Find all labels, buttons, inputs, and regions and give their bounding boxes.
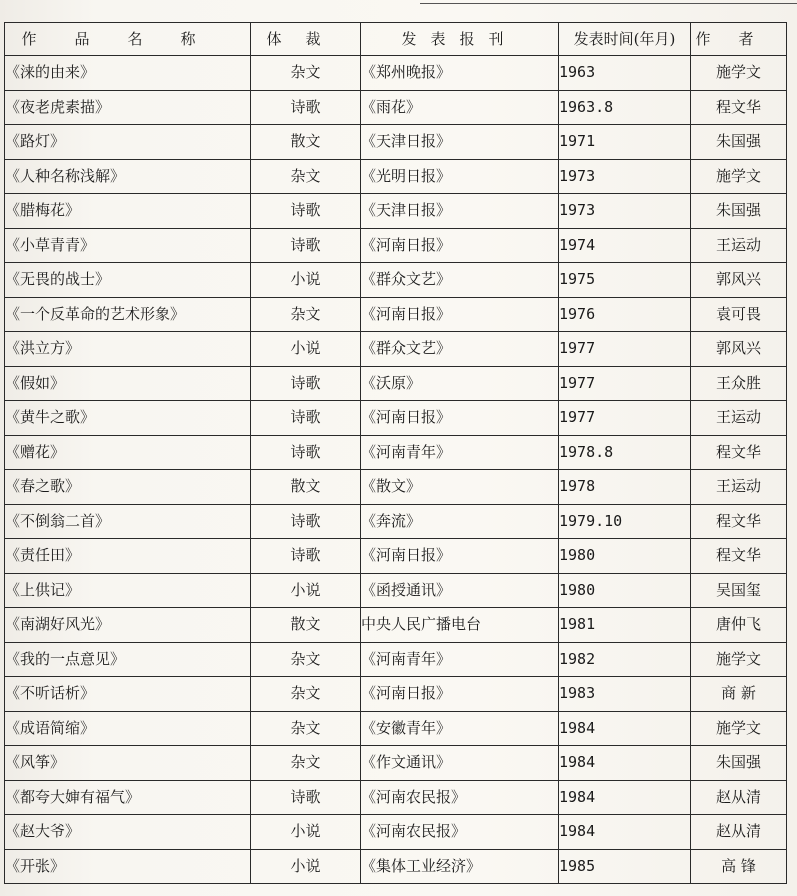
cell-title: 《夜老虎素描》 [5, 90, 251, 125]
cell-time: 1975 [559, 263, 691, 298]
cell-publication: 《河南农民报》 [361, 780, 559, 815]
cell-title: 《腊梅花》 [5, 194, 251, 229]
table-row [5, 401, 787, 436]
cell-publication: 《天津日报》 [361, 194, 559, 229]
table-row [5, 780, 787, 815]
cell-publication: 《河南日报》 [361, 297, 559, 332]
cell-author: 高 锋 [691, 849, 787, 884]
cell-publication: 《群众文艺》 [361, 332, 559, 367]
cell-author: 王运动 [691, 401, 787, 436]
cell-title: 《涞的由来》 [5, 56, 251, 91]
cell-author: 吴国玺 [691, 573, 787, 608]
cell-title: 《责任田》 [5, 539, 251, 574]
cell-time: 1973 [559, 194, 691, 229]
table-row [5, 815, 787, 850]
cell-publication: 《河南青年》 [361, 435, 559, 470]
table-row [5, 504, 787, 539]
cell-publication: 《集体工业经济》 [361, 849, 559, 884]
cell-title: 《赠花》 [5, 435, 251, 470]
cell-publication: 《散文》 [361, 470, 559, 505]
cell-publication: 《光明日报》 [361, 159, 559, 194]
cell-time: 1974 [559, 228, 691, 263]
table-row [5, 90, 787, 125]
header-author: 作者 [691, 23, 787, 56]
cell-publication: 《天津日报》 [361, 125, 559, 160]
cell-genre: 杂文 [251, 159, 361, 194]
cell-author: 朱国强 [691, 194, 787, 229]
cell-title: 《我的一点意见》 [5, 642, 251, 677]
cell-time: 1981 [559, 608, 691, 643]
table-row [5, 435, 787, 470]
cell-author: 朱国强 [691, 125, 787, 160]
cell-title: 《假如》 [5, 366, 251, 401]
works-table [4, 22, 787, 884]
cell-author: 唐仲飞 [691, 608, 787, 643]
cell-publication: 《群众文艺》 [361, 263, 559, 298]
cell-genre: 诗歌 [251, 401, 361, 436]
cell-publication: 《奔流》 [361, 504, 559, 539]
cell-publication: 《作文通讯》 [361, 746, 559, 781]
cell-time: 1982 [559, 642, 691, 677]
cell-author: 王众胜 [691, 366, 787, 401]
cell-publication: 《河南日报》 [361, 677, 559, 712]
table-row [5, 711, 787, 746]
cell-title: 《赵大爷》 [5, 815, 251, 850]
cell-genre: 诗歌 [251, 194, 361, 229]
cell-author: 袁可畏 [691, 297, 787, 332]
header-genre: 体裁 [251, 23, 361, 56]
cell-title: 《路灯》 [5, 125, 251, 160]
cell-title: 《人种名称浅解》 [5, 159, 251, 194]
table-row [5, 608, 787, 643]
table-row [5, 263, 787, 298]
cell-genre: 小说 [251, 849, 361, 884]
cell-genre: 杂文 [251, 677, 361, 712]
cell-genre: 诗歌 [251, 366, 361, 401]
cell-time: 1979.10 [559, 504, 691, 539]
cell-publication: 《郑州晚报》 [361, 56, 559, 91]
cell-author: 施学文 [691, 159, 787, 194]
cell-title: 《洪立方》 [5, 332, 251, 367]
cell-time: 1985 [559, 849, 691, 884]
cell-author: 郭风兴 [691, 332, 787, 367]
table-row [5, 573, 787, 608]
cell-time: 1971 [559, 125, 691, 160]
cell-publication: 《河南日报》 [361, 228, 559, 263]
cell-time: 1980 [559, 539, 691, 574]
table-row [5, 56, 787, 91]
cell-author: 程文华 [691, 90, 787, 125]
cell-author: 施学文 [691, 56, 787, 91]
cell-time: 1977 [559, 366, 691, 401]
top-rule [420, 3, 797, 4]
cell-title: 《小草青青》 [5, 228, 251, 263]
table-header [5, 23, 787, 56]
cell-genre: 杂文 [251, 746, 361, 781]
cell-author: 施学文 [691, 642, 787, 677]
cell-genre: 小说 [251, 332, 361, 367]
cell-genre: 诗歌 [251, 539, 361, 574]
table-row [5, 194, 787, 229]
cell-title: 《风筝》 [5, 746, 251, 781]
cell-author: 赵从清 [691, 815, 787, 850]
header-publication: 发表报刊 [361, 23, 559, 56]
cell-genre: 诗歌 [251, 780, 361, 815]
cell-time: 1963.8 [559, 90, 691, 125]
cell-author: 商 新 [691, 677, 787, 712]
cell-time: 1963 [559, 56, 691, 91]
cell-title: 《黄牛之歌》 [5, 401, 251, 436]
cell-time: 1984 [559, 815, 691, 850]
cell-time: 1978.8 [559, 435, 691, 470]
cell-title: 《无畏的战士》 [5, 263, 251, 298]
cell-genre: 诗歌 [251, 435, 361, 470]
cell-genre: 小说 [251, 573, 361, 608]
cell-title: 《不听话析》 [5, 677, 251, 712]
cell-title: 《不倒翁二首》 [5, 504, 251, 539]
cell-time: 1973 [559, 159, 691, 194]
cell-genre: 散文 [251, 608, 361, 643]
cell-title: 《成语简缩》 [5, 711, 251, 746]
table-row [5, 539, 787, 574]
cell-genre: 诗歌 [251, 228, 361, 263]
cell-author: 朱国强 [691, 746, 787, 781]
cell-author: 施学文 [691, 711, 787, 746]
cell-time: 1978 [559, 470, 691, 505]
cell-title: 《春之歌》 [5, 470, 251, 505]
cell-genre: 杂文 [251, 711, 361, 746]
cell-publication: 《沃原》 [361, 366, 559, 401]
cell-publication: 《河南日报》 [361, 401, 559, 436]
cell-author: 程文华 [691, 539, 787, 574]
cell-genre: 杂文 [251, 297, 361, 332]
cell-publication: 《河南农民报》 [361, 815, 559, 850]
table-row [5, 228, 787, 263]
cell-time: 1976 [559, 297, 691, 332]
cell-publication: 《函授通讯》 [361, 573, 559, 608]
cell-genre: 诗歌 [251, 90, 361, 125]
cell-genre: 杂文 [251, 642, 361, 677]
table-row [5, 332, 787, 367]
table-row [5, 297, 787, 332]
table-row [5, 159, 787, 194]
table-body [5, 56, 787, 884]
cell-genre: 小说 [251, 263, 361, 298]
cell-time: 1980 [559, 573, 691, 608]
header-title: 作品名称 [5, 23, 251, 56]
cell-genre: 诗歌 [251, 504, 361, 539]
cell-author: 郭风兴 [691, 263, 787, 298]
cell-author: 赵从清 [691, 780, 787, 815]
cell-author: 王运动 [691, 470, 787, 505]
cell-time: 1984 [559, 746, 691, 781]
cell-title: 《一个反革命的艺术形象》 [5, 297, 251, 332]
cell-time: 1984 [559, 780, 691, 815]
cell-title: 《都夸大婶有福气》 [5, 780, 251, 815]
table-row [5, 125, 787, 160]
table-row [5, 642, 787, 677]
cell-genre: 杂文 [251, 56, 361, 91]
header-time: 发表时间(年月) [559, 23, 691, 56]
table-row [5, 746, 787, 781]
cell-genre: 散文 [251, 470, 361, 505]
cell-publication: 《安徽青年》 [361, 711, 559, 746]
table-row [5, 849, 787, 884]
header-row [5, 23, 787, 56]
cell-author: 程文华 [691, 435, 787, 470]
cell-author: 王运动 [691, 228, 787, 263]
cell-title: 《南湖好风光》 [5, 608, 251, 643]
cell-publication: 《河南日报》 [361, 539, 559, 574]
cell-title: 《开张》 [5, 849, 251, 884]
cell-genre: 小说 [251, 815, 361, 850]
cell-genre: 散文 [251, 125, 361, 160]
cell-publication: 中央人民广播电台 [361, 608, 559, 643]
table-row [5, 470, 787, 505]
cell-publication: 《雨花》 [361, 90, 559, 125]
cell-time: 1983 [559, 677, 691, 712]
cell-time: 1977 [559, 332, 691, 367]
table-row [5, 366, 787, 401]
cell-time: 1977 [559, 401, 691, 436]
cell-author: 程文华 [691, 504, 787, 539]
cell-time: 1984 [559, 711, 691, 746]
table-row [5, 677, 787, 712]
cell-title: 《上供记》 [5, 573, 251, 608]
cell-publication: 《河南青年》 [361, 642, 559, 677]
